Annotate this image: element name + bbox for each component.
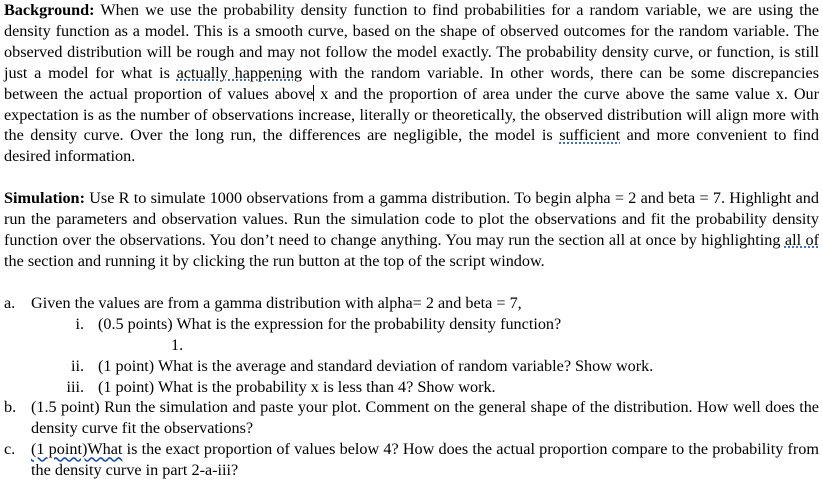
spellcheck-flag-point-what: (1 point)What <box>31 440 123 459</box>
question-a <box>4 293 819 314</box>
question-b <box>4 397 819 439</box>
spellcheck-flag-all-of: all of <box>784 231 819 250</box>
question-a-iii <box>4 377 819 398</box>
question-a-ii-text: (1 point) What is the average and standard deviation of random variable? Show work. <box>98 356 654 375</box>
sub-item-number: 1. <box>171 335 184 354</box>
simulation-text-1: Use R to simulate 1000 observations from a gamma distribution. To begin alpha = 2 and beta = 7. Highlight and run the parameters and observation values. Run the simulation code to plot the observations and fit the probability density function over the observations. You don’t need to change anything. You may run the section all at once by highlighting <box>4 189 819 250</box>
question-b-label: b. <box>4 398 17 417</box>
question-a-i-sub-item <box>4 335 819 356</box>
question-a-ii <box>4 356 819 377</box>
background-heading: Background: <box>4 1 95 19</box>
background-text-1: When we use the probability density function to find probabilities for a random variable, we are using the density function as a model. This is a smooth curve, based on the shape of observed outcomes for the random variable. The observed distribution will be rough and may not follow the model exactly. The probability density curve, or function, is still just a model for what is <box>4 1 819 82</box>
spellcheck-flag-sufficient: sufficient <box>559 126 621 145</box>
question-a-iii-label: iii. <box>66 377 84 396</box>
blank-line <box>4 272 819 293</box>
question-a-i <box>4 314 819 335</box>
simulation-heading: Simulation: <box>4 189 85 208</box>
question-a-label: a. <box>4 293 16 312</box>
question-c-label: c. <box>4 440 16 459</box>
question-a-i-text: (0.5 points) What is the expression for the probability density function? <box>98 314 562 333</box>
simulation-text-2: the section and running it by clicking the run button at the top of the script window. <box>4 251 545 270</box>
question-c-text: is the exact proportion of values below 4? How does the actual proportion compare to the probability from the density curve in part 2-a-iii? <box>31 440 819 480</box>
question-a-ii-label: ii. <box>70 356 84 375</box>
question-a-text: Given the values are from a gamma distribution with alpha= 2 and beta = 7, <box>31 293 522 312</box>
background-text-4: and more convenient to find desired information. <box>4 126 819 166</box>
question-c-body <box>31 439 819 481</box>
background-paragraph <box>4 0 819 167</box>
question-a-i-label: i. <box>75 314 84 333</box>
question-a-iii-text: (1 point) What is the probability x is less than 4? Show work. <box>98 377 496 396</box>
spellcheck-flag-actually-happening: actually happening <box>176 63 303 82</box>
blank-line <box>4 167 819 188</box>
question-b-text: (1.5 point) Run the simulation and paste your plot. Comment on the general shape of the distribution. How well does the density curve fit the observations? <box>31 398 819 438</box>
simulation-paragraph <box>4 188 819 272</box>
question-c <box>4 439 819 481</box>
background-text-3: x and the proportion of area under the curve above the same value x. Our expectation is as the number of observations increase, literally or theoretically, the observed distribution will align more with the density curve. Over the long run, the differences are negligible, the model is <box>4 84 819 145</box>
background-text-2: with the random variable. In other words, there can be some discrepancies between the actual proportion of values above <box>4 63 820 103</box>
